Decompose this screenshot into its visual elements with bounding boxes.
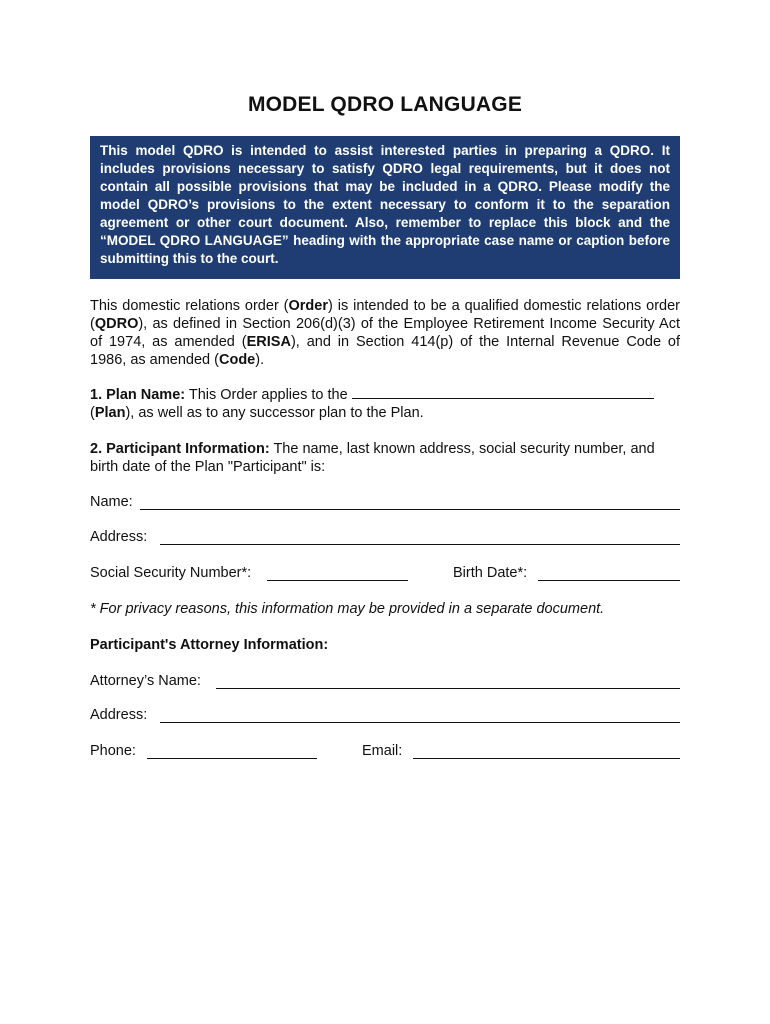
participant-address-field[interactable]	[160, 544, 680, 545]
section-heading: 1. Plan Name:	[90, 387, 186, 403]
attorney-address-row	[90, 707, 680, 729]
section-text: (	[90, 405, 95, 421]
term-code: Code	[218, 352, 256, 368]
instruction-notice-box: This model QDRO is intended to assist interested parties in preparing a QDRO. It includes provisions necessary to satisfy QDRO legal requirements, but it does not contain all possible provisions that may be included in a QDRO. Please modify the model QDRO’s provisions to the extent necessary to conform it to the separation agreement or other court document. Also, remember to replace this block and the “MODEL QDRO LANGUAGE” heading with the appropriate case name or caption before submitting this to the court.	[90, 136, 680, 279]
section-text: The name, last known address, social security number, and birth date of the Plan "Participant" is:	[90, 441, 655, 475]
phone-label: Phone:	[90, 743, 136, 759]
section-text: ), as well as to any successor plan to the Plan.	[125, 405, 424, 421]
email-field[interactable]	[413, 758, 680, 759]
intro-text: ).	[255, 352, 265, 368]
attorney-name-row	[90, 673, 680, 695]
attorney-address-label: Address:	[90, 707, 148, 723]
attorney-heading: Participant's Attorney Information:	[90, 637, 329, 653]
ssn-label: Social Security Number*:	[90, 565, 252, 581]
attorney-address-field[interactable]	[160, 722, 680, 723]
intro-text: This domestic relations order (	[90, 298, 289, 314]
birth-date-label: Birth Date*:	[453, 565, 528, 581]
ssn-field[interactable]	[267, 580, 408, 581]
intro-text: ) is intended to be a qualified domestic relations order (	[90, 298, 681, 332]
intro-text: ), and in Section 414(p) of the Internal Revenue Code of 1986, as amended (	[90, 334, 680, 368]
attorney-contact-row	[90, 743, 680, 765]
intro-text: ), as defined in Section 206(d)(3) of the Employee Retirement Income Security Act of 1974, as amended (	[90, 316, 680, 350]
ssn-birthdate-row	[90, 565, 680, 587]
term-erisa: ERISA	[246, 334, 291, 350]
privacy-note: * For privacy reasons, this information may be provided in a separate document.	[90, 601, 605, 617]
term-order: Order	[288, 298, 328, 314]
plan-name-field[interactable]	[352, 386, 654, 399]
name-label: Name:	[90, 494, 133, 510]
attorney-name-label: Attorney’s Name:	[90, 673, 201, 689]
section-participant-info	[90, 440, 680, 476]
participant-name-row	[90, 494, 680, 516]
term-qdro: QDRO	[94, 316, 139, 332]
participant-name-field[interactable]	[140, 509, 680, 510]
section-plan-name	[90, 386, 680, 422]
email-label: Email:	[362, 743, 403, 759]
participant-address-row	[90, 529, 680, 551]
document-title: MODEL QDRO LANGUAGE	[247, 93, 523, 116]
term-plan: Plan	[94, 405, 126, 421]
phone-field[interactable]	[147, 758, 317, 759]
intro-paragraph	[90, 297, 680, 369]
address-label: Address:	[90, 529, 148, 545]
attorney-name-field[interactable]	[216, 688, 680, 689]
section-heading: 2. Participant Information:	[90, 441, 270, 457]
birth-date-field[interactable]	[538, 580, 680, 581]
section-text: This Order applies to the	[185, 387, 352, 403]
